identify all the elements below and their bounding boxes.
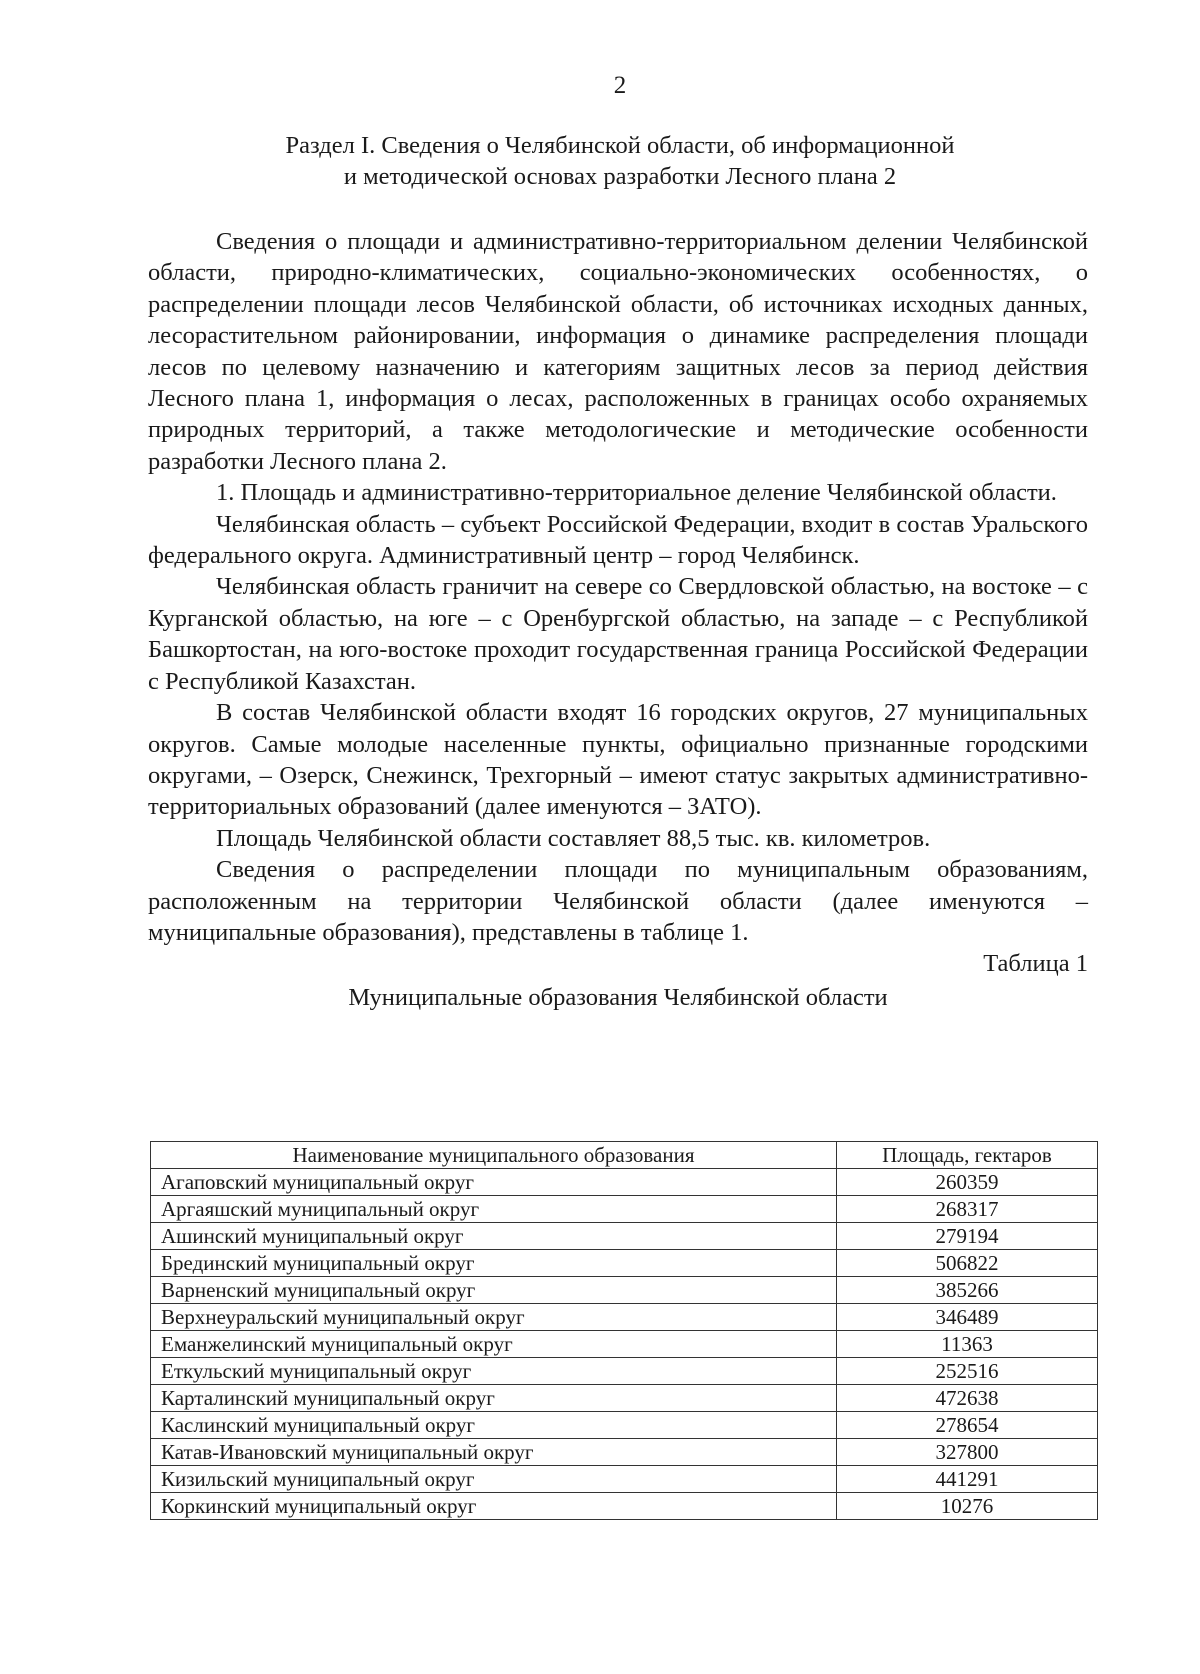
cell-area: 278654 <box>837 1412 1098 1439</box>
cell-area: 11363 <box>837 1331 1098 1358</box>
cell-name: Еманжелинский муниципальный округ <box>151 1331 837 1358</box>
cell-name: Брединский муниципальный округ <box>151 1250 837 1277</box>
table-row <box>151 1466 1098 1493</box>
paragraph-item-1: 1. Площадь и административно-территориальное деление Челябинской области. <box>216 479 1057 507</box>
cell-name: Аргаяшский муниципальный округ <box>151 1196 837 1223</box>
table-row <box>151 1223 1098 1250</box>
cell-name: Ашинский муниципальный округ <box>151 1223 837 1250</box>
section-heading-line-1: Раздел I. Сведения о Челябинской области, об информационной <box>285 132 955 159</box>
cell-area: 327800 <box>837 1439 1098 1466</box>
paragraph-borders: Челябинская область граничит на севере со Свердловской областью, на востоке – с Курганской областью, на юге – с Оренбургской областью, на западе – с Республикой Башкортостан, на юго-востоке проходит государственная граница Российской Федерации с Республикой Казахстан. <box>148 573 1088 695</box>
table-row <box>151 1331 1098 1358</box>
table-row <box>151 1385 1098 1412</box>
cell-area: 385266 <box>837 1277 1098 1304</box>
paragraph-intro: Сведения о площади и административно-территориальном делении Челябинской области, природно-климатических, социально-экономических особенностях, о распределении площади лесов Челябинской области, об источниках исходных данных, лесорастительном районировании, информация о динамике распределения площади лесов по целевому назначению и категориям защитных лесов за период действия Лесного плана 1, информация о лесах, расположенных в границах особо охраняемых природных территорий, а также методологические и методические особенности разработки Лесного плана 2. <box>148 228 1088 475</box>
cell-area: 279194 <box>837 1223 1098 1250</box>
cell-name: Катав-Ивановский муниципальный округ <box>151 1439 837 1466</box>
body-text <box>148 226 1088 1013</box>
cell-name: Агаповский муниципальный округ <box>151 1169 837 1196</box>
table-row <box>151 1358 1098 1385</box>
cell-name: Карталинский муниципальный округ <box>151 1385 837 1412</box>
cell-name: Каслинский муниципальный округ <box>151 1412 837 1439</box>
section-heading-line-2: и методической основах разработки Лесного плана 2 <box>343 163 897 190</box>
table-row <box>151 1412 1098 1439</box>
paragraph-area: Площадь Челябинской области составляет 88,5 тыс. кв. километров. <box>216 824 931 852</box>
table-title: Муниципальные образования Челябинской области <box>348 983 888 1011</box>
table-label: Таблица 1 <box>983 950 1088 978</box>
paragraph-composition: В состав Челябинской области входят 16 городских округов, 27 муниципальных округов. Самые молодые населенные пункты, официально признанные городскими округами, – Озерск, Снежинск, Трехгорный – имеют статус закрытых административно-территориальных образований (далее именуются – ЗАТО). <box>148 699 1088 821</box>
table-row <box>151 1439 1098 1466</box>
table-row <box>151 1277 1098 1304</box>
cell-area: 441291 <box>837 1466 1098 1493</box>
table-header-row <box>151 1142 1098 1169</box>
cell-area: 252516 <box>837 1358 1098 1385</box>
cell-area: 506822 <box>837 1250 1098 1277</box>
cell-area: 260359 <box>837 1169 1098 1196</box>
table-row <box>151 1196 1098 1223</box>
header-name: Наименование муниципального образования <box>151 1142 837 1169</box>
cell-name: Верхнеуральский муниципальный округ <box>151 1304 837 1331</box>
cell-area: 472638 <box>837 1385 1098 1412</box>
cell-area: 346489 <box>837 1304 1098 1331</box>
cell-name: Кизильский муниципальный округ <box>151 1466 837 1493</box>
table-row <box>151 1493 1098 1520</box>
cell-area: 268317 <box>837 1196 1098 1223</box>
cell-name: Коркинский муниципальный округ <box>151 1493 837 1520</box>
header-area: Площадь, гектаров <box>837 1142 1098 1169</box>
section-heading <box>150 130 1090 192</box>
cell-area: 10276 <box>837 1493 1098 1520</box>
table-row <box>151 1169 1098 1196</box>
table-row <box>151 1250 1098 1277</box>
cell-name: Варненский муниципальный округ <box>151 1277 837 1304</box>
municipalities-table <box>150 1141 1098 1520</box>
paragraph-table-reference: Сведения о распределении площади по муниципальным образованиям, расположенным на территории Челябинской области (далее именуются – муниципальные образования), представлены в таблице 1. <box>148 856 1088 946</box>
cell-name: Еткульский муниципальный округ <box>151 1358 837 1385</box>
page-number: 2 <box>613 72 627 99</box>
table-row <box>151 1304 1098 1331</box>
paragraph-region-status: Челябинская область – субъект Российской Федерации, входит в состав Уральского федерального округа. Административный центр – город Челябинск. <box>148 510 1088 570</box>
